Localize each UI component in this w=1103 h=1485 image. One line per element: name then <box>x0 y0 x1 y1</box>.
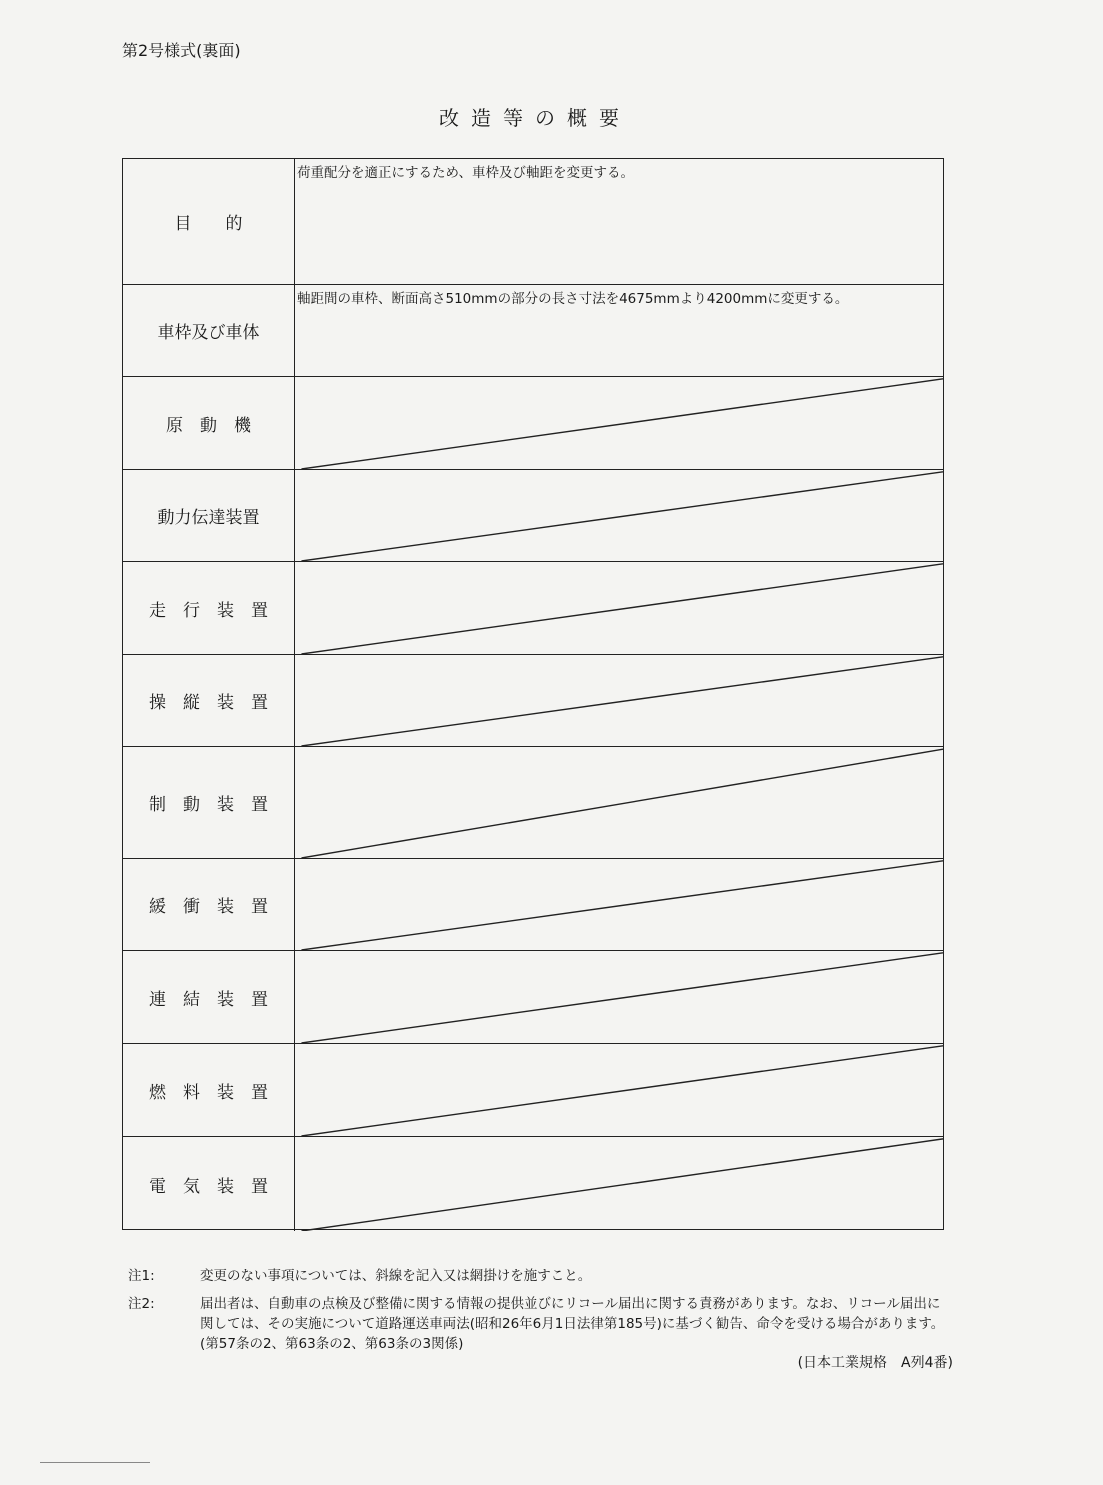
strike-diagonal <box>301 861 943 950</box>
row-content-power-transmission <box>295 470 943 561</box>
row-content-braking <box>295 747 943 858</box>
strike-line-suspension <box>295 859 943 950</box>
row-label-suspension: 緩 衝 装 置 <box>123 859 295 950</box>
strike-line-coupling <box>295 951 943 1043</box>
strike-line-running-gear <box>295 562 943 654</box>
note-1-text: 変更のない事項については、斜線を記入又は網掛けを施すこと。 <box>200 1268 592 1284</box>
row-suspension <box>123 859 943 951</box>
strike-line-fuel <box>295 1044 943 1136</box>
row-purpose <box>123 159 943 285</box>
strike-line-electrical <box>295 1137 943 1231</box>
row-value-purpose: 荷重配分を適正にするため、車枠及び軸距を変更する。 <box>297 165 634 181</box>
row-content-running-gear <box>295 562 943 654</box>
note-2-tag: 注2: <box>128 1296 155 1312</box>
modification-summary-table <box>122 158 944 1230</box>
document-title: 改造等の概要 <box>439 106 631 130</box>
row-label-electrical: 電 気 装 置 <box>123 1137 295 1231</box>
row-content-engine <box>295 377 943 469</box>
note-1-tag: 注1: <box>128 1268 155 1284</box>
row-steering <box>123 655 943 747</box>
row-content-suspension <box>295 859 943 950</box>
strike-diagonal <box>301 564 943 654</box>
row-value-frame-body: 軸距間の車枠、断面高さ510mmの部分の長さ寸法を4675mmより4200mmに変更する。 <box>297 291 849 307</box>
jis-paper-size-note: (日本工業規格 A列4番) <box>797 1355 953 1371</box>
strike-diagonal <box>301 953 943 1043</box>
row-frame-body <box>123 285 943 377</box>
row-label-steering: 操 縦 装 置 <box>123 655 295 746</box>
row-label-purpose: 目 的 <box>123 159 295 284</box>
row-label-running-gear: 走 行 装 置 <box>123 562 295 654</box>
row-label-coupling: 連 結 装 置 <box>123 951 295 1043</box>
row-label-braking: 制 動 装 置 <box>123 747 295 858</box>
row-label-engine: 原 動 機 <box>123 377 295 469</box>
strike-diagonal <box>301 1139 943 1231</box>
row-content-frame-body <box>295 285 943 376</box>
strike-line-power-transmission <box>295 470 943 561</box>
row-label-power-transmission: 動力伝達装置 <box>123 470 295 561</box>
note-2-text: 届出者は、自動車の点検及び整備に関する情報の提供並びにリコール届出に関する責務があります。なお、リコール届出に関しては、その実施について道路運送車両法(昭和26年6月1日法律第185号)に基づく勧告、命令を受ける場合があります。(第57条の2、第63条の2、第63条の3関係) <box>200 1296 945 1352</box>
row-coupling <box>123 951 943 1044</box>
notes-section <box>128 1266 958 1362</box>
row-running-gear <box>123 562 943 655</box>
strike-diagonal <box>301 657 943 746</box>
row-label-fuel: 燃 料 装 置 <box>123 1044 295 1136</box>
row-engine <box>123 377 943 470</box>
row-label-frame-body: 車枠及び車体 <box>123 285 295 376</box>
row-electrical <box>123 1137 943 1231</box>
row-content-electrical <box>295 1137 943 1231</box>
note-1 <box>128 1266 958 1286</box>
row-content-steering <box>295 655 943 746</box>
row-power-transmission <box>123 470 943 562</box>
strike-line-engine <box>295 377 943 469</box>
strike-diagonal <box>301 379 943 469</box>
strike-diagonal <box>301 1046 943 1136</box>
row-content-purpose <box>295 159 943 284</box>
row-content-coupling <box>295 951 943 1043</box>
note-2 <box>128 1294 958 1354</box>
row-fuel <box>123 1044 943 1137</box>
strike-line-steering <box>295 655 943 746</box>
form-number-label: 第2号様式(裏面) <box>122 41 241 60</box>
row-braking <box>123 747 943 859</box>
row-content-fuel <box>295 1044 943 1136</box>
footer-rule <box>40 1462 150 1463</box>
strike-diagonal <box>301 749 943 858</box>
strike-diagonal <box>301 472 943 561</box>
strike-line-braking <box>295 747 943 858</box>
